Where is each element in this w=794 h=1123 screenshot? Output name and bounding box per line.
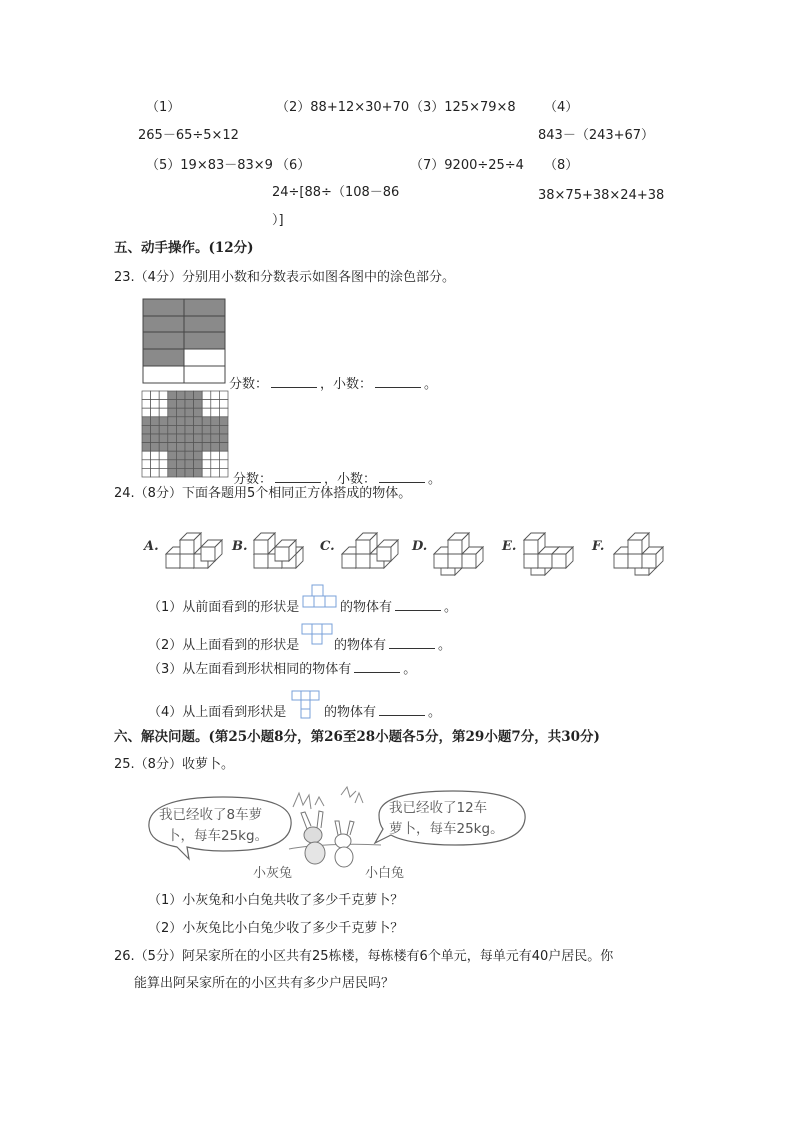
calc-1-number: （1）	[146, 100, 181, 115]
bubble-right-line1: 我已经收了12车	[389, 800, 488, 816]
grid-cell	[194, 425, 203, 434]
q24-1-answer	[340, 601, 457, 614]
grid-cell	[202, 408, 211, 417]
grid-cell	[185, 443, 194, 452]
grid-cell	[211, 400, 220, 409]
grid-cell	[142, 468, 151, 477]
grid-cell	[211, 451, 220, 460]
grid-cell	[211, 391, 220, 400]
grid-cell	[142, 443, 151, 452]
grid-cell	[211, 417, 220, 426]
cube-label: F.	[592, 539, 605, 554]
grid-cell	[202, 443, 211, 452]
grid-cell	[202, 451, 211, 460]
grid-cell	[176, 451, 185, 460]
grid-cell	[194, 468, 203, 477]
grid-cell	[159, 408, 168, 417]
grid-cell	[168, 468, 177, 477]
calc-4-number: （4）	[544, 100, 579, 115]
grid-cell	[219, 434, 228, 443]
calc-1-expression: 265－65÷5×12	[138, 128, 239, 143]
grid-cell	[159, 468, 168, 477]
decimal-blank[interactable]	[379, 481, 425, 483]
cube-label: D.	[412, 539, 428, 554]
cube-label: E.	[502, 539, 517, 554]
grid-cell	[219, 391, 228, 400]
grid-cell	[176, 408, 185, 417]
grid-cell	[168, 434, 177, 443]
grid-cell	[211, 425, 220, 434]
grid-cell	[176, 417, 185, 426]
grid-cell	[159, 451, 168, 460]
grid-cell	[151, 434, 160, 443]
q24-4-answer	[324, 706, 441, 719]
q24-4: （4）从上面看到形状是	[148, 705, 287, 720]
decimal-label: ，小数：	[320, 377, 373, 392]
grid-cell	[219, 408, 228, 417]
grid-cell	[211, 443, 220, 452]
grid-cell	[194, 460, 203, 469]
grid-cell	[151, 443, 160, 452]
grid-cell	[151, 391, 160, 400]
grid-cell	[185, 400, 194, 409]
q23-fill-line-2	[233, 473, 441, 486]
grid-cell	[142, 451, 151, 460]
grid-cell	[202, 417, 211, 426]
grid-cell	[202, 460, 211, 469]
cube-label: B.	[232, 539, 248, 554]
grid-cell	[168, 460, 177, 469]
q23-hundred-grid-figure	[141, 390, 230, 478]
grid-cell	[219, 400, 228, 409]
grid-cell	[194, 451, 203, 460]
calc-7: （7）9200÷25÷4	[410, 158, 524, 173]
grid-cell	[194, 417, 203, 426]
calc-3: （3）125×79×8	[410, 100, 516, 115]
question-23: 23.（4分）分别用小数和分数表示如图各图中的涂色部分。	[114, 270, 455, 285]
grid-cell	[176, 468, 185, 477]
section-6-heading: 六、解决问题。(第25小题8分，第26至28小题各5分，第29小题7分，共30分)	[114, 729, 600, 745]
grid-cell	[202, 434, 211, 443]
decimal-blank[interactable]	[375, 386, 421, 388]
q24-2-blank[interactable]	[389, 647, 435, 649]
grid-cell	[176, 400, 185, 409]
cube-figure-b	[231, 533, 303, 568]
q24-2-answer	[334, 639, 451, 652]
grid-cell	[194, 400, 203, 409]
grid-cell	[151, 460, 160, 469]
grid-cell	[142, 417, 151, 426]
calc-2: （2）88+12×30+70	[276, 100, 410, 115]
grid-cell	[219, 417, 228, 426]
grid-cell	[202, 400, 211, 409]
grid-cell	[151, 400, 160, 409]
question-24: 24.（8分）下面各题用5个相同正方体搭成的物体。	[114, 486, 412, 501]
grid-cell	[219, 451, 228, 460]
grid-cell	[219, 425, 228, 434]
grid-cell	[168, 425, 177, 434]
period: 。	[424, 377, 438, 392]
bubble-left-line2: 卜，每车25kg。	[167, 828, 269, 844]
grid-cell	[151, 408, 160, 417]
grid-cell	[202, 425, 211, 434]
grid-cell	[159, 434, 168, 443]
grid-cell	[168, 443, 177, 452]
q24-2-text2: 的物体有	[334, 638, 387, 653]
bubble-left-line1: 我已经收了8车萝	[159, 807, 263, 823]
grid-cell	[211, 460, 220, 469]
gray-rabbit-icon	[301, 811, 325, 864]
grid-cell	[194, 391, 203, 400]
question-26-line1: 26.（5分）阿呆家所在的小区共有25栋楼，每栋楼有6个单元，每单元有40户居民。你	[114, 949, 614, 964]
grid-cell	[176, 425, 185, 434]
cube-label: C.	[320, 539, 335, 554]
fraction-label: 分数：	[233, 472, 273, 487]
fraction-label: 分数：	[229, 377, 269, 392]
fraction-blank[interactable]	[275, 481, 321, 483]
grid-cell	[219, 468, 228, 477]
q23-rect-grid-figure	[142, 298, 226, 384]
q24-4-blank[interactable]	[379, 714, 425, 716]
front-view-shape-icon	[302, 584, 338, 610]
grid-cell	[142, 408, 151, 417]
grid-cell	[142, 434, 151, 443]
top-view-shape-icon-2	[291, 690, 321, 722]
grid-cell	[194, 408, 203, 417]
q24-1-blank[interactable]	[395, 609, 441, 611]
cube-label: A.	[144, 539, 159, 554]
grid-cell	[211, 408, 220, 417]
grid-cell	[185, 425, 194, 434]
grid-cell	[168, 391, 177, 400]
grid-cell	[159, 391, 168, 400]
question-26-line2: 能算出阿呆家所在的小区共有多少户居民吗？	[134, 976, 395, 991]
calc-6-expression-line2: ）]	[272, 213, 284, 228]
grid-cell	[185, 468, 194, 477]
grid-cell	[168, 417, 177, 426]
q24-3-text: （3）从左面看到形状相同的物体有	[148, 662, 352, 677]
grid-cell	[142, 391, 151, 400]
grid-cell	[219, 443, 228, 452]
grid-cell	[151, 468, 160, 477]
white-rabbit-label: 小白兔	[365, 866, 405, 881]
fraction-blank[interactable]	[271, 386, 317, 388]
calc-8-number: （8）	[544, 158, 579, 173]
grid-cell	[159, 425, 168, 434]
grid-cell	[202, 468, 211, 477]
period: 。	[438, 638, 452, 653]
grid-cell	[159, 400, 168, 409]
grid-cell	[202, 391, 211, 400]
calc-5: （5）19×83－83×9	[146, 158, 273, 173]
q24-3-blank[interactable]	[354, 671, 400, 673]
period: 。	[428, 472, 442, 487]
question-25: 25.（8分）收萝卜。	[114, 757, 234, 772]
top-view-shape-icon	[301, 623, 335, 649]
grid-cell	[151, 425, 160, 434]
calc-8-expression: 38×75+38×24+38	[538, 188, 665, 203]
grid-cell	[142, 400, 151, 409]
grid-cell	[151, 451, 160, 460]
grid-cell	[194, 434, 203, 443]
q23-fill-line-1	[229, 378, 437, 391]
q24-1-text2: 的物体有	[340, 600, 393, 615]
gray-rabbit-label: 小灰兔	[253, 866, 293, 881]
grid-cell	[211, 434, 220, 443]
grid-cell	[176, 434, 185, 443]
decimal-label: ，小数：	[324, 472, 377, 487]
grid-cell	[168, 408, 177, 417]
grid-cell	[176, 443, 185, 452]
q24-3	[148, 663, 416, 676]
period: 。	[428, 705, 442, 720]
calc-4-expression: 843－（243+67）	[538, 128, 655, 143]
grid-cell	[176, 391, 185, 400]
cube-figure-d	[411, 533, 483, 575]
q24-1-text: （1）从前面看到的形状是	[148, 600, 300, 615]
calc-6-expression-line1: 24÷[88÷（108－86	[272, 185, 400, 200]
grid-cell	[211, 468, 220, 477]
q24-1	[148, 601, 299, 614]
grid-cell	[185, 434, 194, 443]
q25-2: （2）小灰兔比小白兔少收了多少千克萝卜？	[148, 921, 404, 936]
grid-cell	[185, 408, 194, 417]
period: 。	[444, 600, 458, 615]
grid-cell	[185, 460, 194, 469]
grid-cell	[159, 460, 168, 469]
grid-cell	[176, 460, 185, 469]
cube-figure-e	[501, 533, 573, 575]
grid-cell	[142, 460, 151, 469]
q24-2: （2）从上面看到的形状是	[148, 638, 300, 653]
q24-4-text2: 的物体有	[324, 705, 377, 720]
q25-1: （1）小灰兔和小白兔共收了多少千克萝卜？	[148, 893, 404, 908]
bubble-right-line2: 萝卜，每车25kg。	[389, 821, 504, 837]
grid-cell	[185, 451, 194, 460]
section-5-heading: 五、动手操作。(12分)	[114, 240, 254, 256]
q24-cube-figures	[140, 510, 700, 582]
cube-figure-f	[591, 533, 663, 575]
grid-cell	[168, 451, 177, 460]
grid-cell	[185, 391, 194, 400]
grid-cell	[159, 417, 168, 426]
grid-cell	[194, 443, 203, 452]
grid-cell	[142, 425, 151, 434]
grid-cell	[219, 460, 228, 469]
cube-figure-c	[320, 533, 398, 568]
grid-cell	[151, 417, 160, 426]
grid-cell	[185, 417, 194, 426]
q25-rabbits-illustration	[143, 785, 533, 885]
grid-cell	[159, 443, 168, 452]
cube-figure-a	[142, 533, 222, 568]
grid-cell	[168, 400, 177, 409]
calc-6-number: （6）	[276, 158, 311, 173]
period: 。	[403, 662, 417, 677]
